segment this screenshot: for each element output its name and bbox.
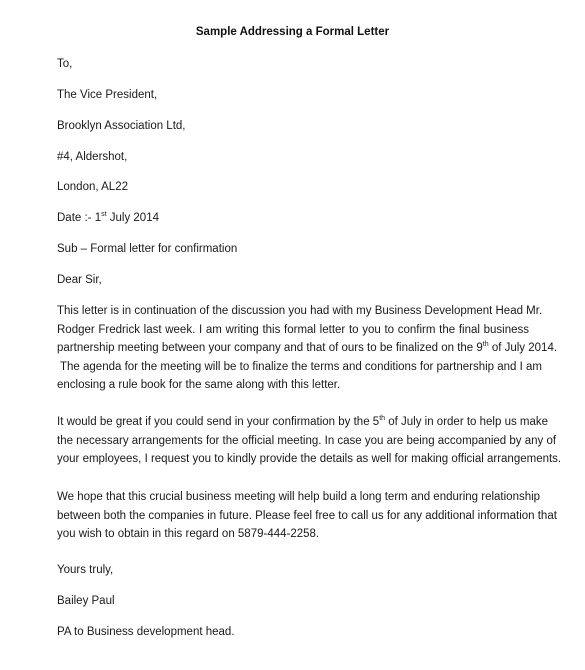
paragraph-line: This letter is in continuation of the discussion you had with my Business Development Head Mr. — [57, 305, 543, 317]
ordinal-suffix: th — [379, 415, 386, 423]
recipient-title: The Vice President, — [57, 89, 158, 101]
date-suffix: July 2014 — [106, 212, 159, 224]
date-prefix: Date :- 1 — [57, 212, 102, 224]
closing: Yours truly, — [57, 564, 114, 576]
paragraph-line: you wish to obtain in this regard on 5879-444-2258. — [57, 528, 320, 540]
subject-line: Sub – Formal letter for confirmation — [57, 243, 238, 255]
paragraph-line: between both the companies in future. Please feel free to call us for any additional information that — [57, 509, 557, 522]
salutation: Dear Sir, — [57, 274, 102, 286]
to-label: To, — [57, 58, 73, 70]
body-paragraph-2 — [57, 413, 562, 469]
letter-date — [57, 212, 159, 224]
recipient-city: London, AL22 — [57, 181, 128, 193]
signer-title: PA to Business development head. — [57, 626, 235, 638]
paragraph-line: enclosing a rule book for the same along with this letter. — [57, 379, 341, 391]
paragraph-line — [57, 339, 558, 358]
body-paragraph-3 — [57, 488, 557, 544]
body-paragraph-1 — [57, 302, 558, 395]
recipient-company: Brooklyn Association Ltd, — [57, 120, 186, 132]
paragraph-line: your employees, I request you to kindly provide the details as well for making official arrangements. — [57, 453, 562, 465]
paragraph-line: The agenda for the meeting will be to finalize the terms and conditions for partnership and I am — [60, 360, 542, 373]
ordinal-suffix: th — [482, 341, 489, 349]
text-run: partnership meeting between your company and that of ours to be finalized on the 9 — [57, 342, 483, 354]
paragraph-line — [57, 413, 549, 432]
text-run: It would be great if you could send in your confirmation by the 5 — [57, 416, 380, 428]
document-title: Sample Addressing a Formal Letter — [195, 26, 390, 38]
paragraph-line: the necessary arrangements for the official meeting. In case you are being accompanied by any of — [57, 434, 557, 447]
signer-name: Bailey Paul — [57, 595, 115, 607]
text-run: of July in order to help us make — [385, 416, 549, 428]
date-ordinal: st — [101, 211, 107, 219]
paragraph-line: We hope that this crucial business meeting will help build a long term and enduring relationship — [57, 491, 541, 503]
text-run: of July 2014. — [488, 342, 558, 354]
recipient-address: #4, Aldershot, — [57, 151, 128, 163]
paragraph-line: Rodger Fredrick last week. I am writing this formal letter to you to confirm the final business — [57, 323, 529, 336]
